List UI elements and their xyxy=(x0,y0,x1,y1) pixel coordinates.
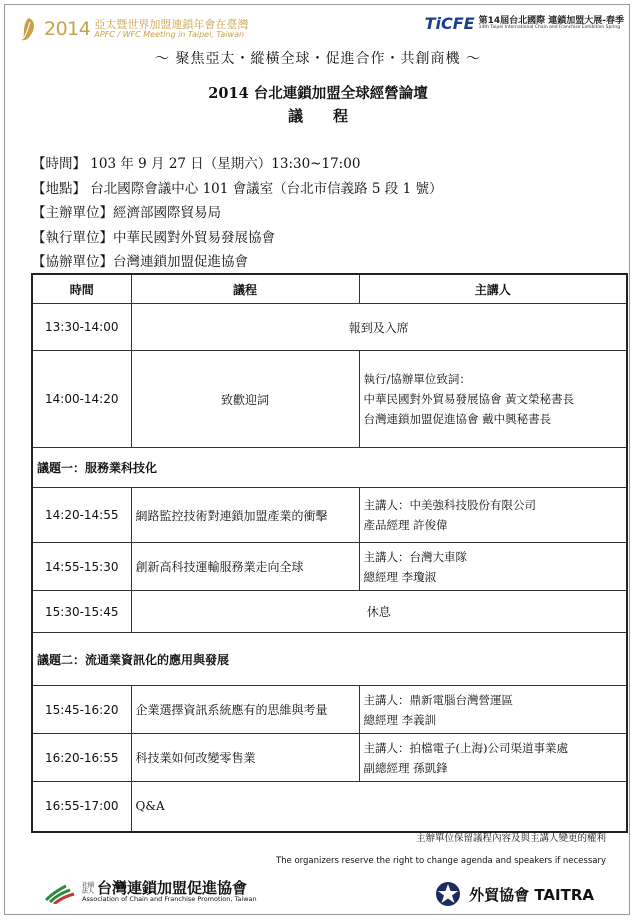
assoc-wings-icon xyxy=(44,880,78,904)
ticfe-wordmark: TiCFE xyxy=(424,14,475,33)
speaker-line: 產品經理 許俊偉 xyxy=(363,518,448,532)
taitra-star-icon xyxy=(433,880,463,908)
taitra-logo xyxy=(433,880,594,908)
info-value: 台灣連鎖加盟促進協會 xyxy=(113,254,248,270)
speaker-line: 主講人：台灣大車隊 xyxy=(363,549,467,564)
page-subtitle: 議程 xyxy=(287,107,378,125)
event-title-en: APFC / WFC Meeting in Taipei, Taiwan xyxy=(94,29,245,39)
disclaimer-zh: 主辦單位保留議程內容及與主講人變更的權利 xyxy=(415,833,606,844)
assoc-logo xyxy=(44,880,257,904)
header-speaker: 主講人 xyxy=(359,274,627,304)
info-value: 經濟部國際貿易局 xyxy=(113,205,221,221)
table-row xyxy=(32,543,627,591)
row-time: 15:45-16:20 xyxy=(32,686,131,734)
ticfe-logo xyxy=(425,14,624,33)
info-label: 【地點】 xyxy=(32,180,86,197)
info-value: 中華民國對外貿易發展協會 xyxy=(113,229,275,246)
row-time: 14:20-14:55 xyxy=(32,488,131,543)
section-row xyxy=(32,448,627,488)
row-speaker xyxy=(359,734,627,782)
event-logo xyxy=(14,12,248,46)
agenda-table xyxy=(31,273,628,833)
speaker-line: 台灣連鎖加盟促進協會 戴中興秘書長 xyxy=(363,412,552,426)
header-agenda: 議程 xyxy=(131,274,359,304)
slogan: ～ 聚焦亞太・縱橫全球・促進合作・共創商機 ～ xyxy=(155,51,481,67)
info-label: 【主辦單位】 xyxy=(32,205,113,221)
row-speaker xyxy=(359,543,627,591)
row-time: 14:55-15:30 xyxy=(32,543,131,591)
row-time: 16:20-16:55 xyxy=(32,734,131,782)
info-label: 【時間】 xyxy=(32,156,86,172)
table-row xyxy=(32,488,627,543)
info-executor xyxy=(32,226,442,251)
speaker-line: 主講人：中美強科技股份有限公司 xyxy=(363,498,536,512)
row-time: 13:30-14:00 xyxy=(32,304,131,351)
table-row xyxy=(32,351,627,448)
event-info xyxy=(32,152,442,275)
info-label: 【執行單位】 xyxy=(32,229,113,246)
info-value: 103 年 9 月 27 日（星期六）13:30~17:00 xyxy=(86,156,361,172)
section-row xyxy=(32,633,627,686)
table-row xyxy=(32,782,627,832)
row-time: 16:55-17:00 xyxy=(32,782,131,832)
row-speaker xyxy=(359,351,627,448)
row-agenda: 網路監控技術對連鎖加盟產業的衝擊 xyxy=(131,488,359,543)
row-speaker xyxy=(359,686,627,734)
taitra-wordmark: 外貿協會 TAITRA xyxy=(469,885,594,904)
assoc-name-zh: 台灣連鎖加盟促進協會 xyxy=(97,878,248,897)
speaker-line: 中華民國對外貿易發展協會 黃文榮秘書長 xyxy=(363,392,575,406)
disclaimer-en: The organizers reserve the right to change agenda and speakers if necessary xyxy=(275,856,606,866)
row-agenda: 報到及入席 xyxy=(131,304,627,351)
row-agenda: Q&A xyxy=(131,782,627,832)
info-label: 【協辦單位】 xyxy=(32,254,113,270)
taiwan-leaf-icon xyxy=(14,16,40,42)
speaker-line: 總經理 李義訓 xyxy=(363,712,437,727)
row-time: 15:30-15:45 xyxy=(32,591,131,633)
table-row xyxy=(32,734,627,782)
speaker-line: 主講人：鼎新電腦台灣營運區 xyxy=(363,692,513,707)
row-agenda: 企業選擇資訊系統應有的思維與考量 xyxy=(131,686,359,734)
event-year: 2014 xyxy=(44,18,91,40)
row-agenda: 致歡迎詞 xyxy=(131,351,359,448)
ticfe-title-zh: 第14屆台北國際 連鎖加盟大展-春季 xyxy=(478,15,624,26)
info-organizer xyxy=(32,201,442,226)
info-co-organizer xyxy=(32,250,442,275)
page-title: 2014 台北連鎖加盟全球經營論壇 xyxy=(208,85,428,102)
row-agenda: 科技業如何改變零售業 xyxy=(131,734,359,782)
assoc-name-en: Association of Chain and Franchise Promotion, Taiwan xyxy=(82,895,257,904)
info-venue xyxy=(32,177,442,202)
row-agenda: 創新高科技運輸服務業走向全球 xyxy=(131,543,359,591)
row-agenda: 休息 xyxy=(131,591,627,633)
assoc-type: 社團法人 xyxy=(82,881,95,895)
speaker-line: 總經理 李瓊淑 xyxy=(363,569,437,584)
row-time: 14:00-14:20 xyxy=(32,351,131,448)
table-row xyxy=(32,591,627,633)
speaker-line: 副總經理 孫凱鋒 xyxy=(363,760,448,775)
info-time xyxy=(32,152,442,177)
speaker-line: 執行/協辦單位致詞： xyxy=(363,372,471,386)
speaker-line: 主講人：拍檔電子(上海)公司渠道事業處 xyxy=(363,740,568,755)
table-header-row xyxy=(32,274,627,304)
info-value: 台北國際會議中心 101 會議室（台北市信義路 5 段 1 號） xyxy=(86,180,443,197)
section-title: 議題一：服務業科技化 xyxy=(32,448,627,488)
ticfe-title-en: 14th Taipei International Chain and Franchise Exhibition Spring xyxy=(478,24,621,30)
table-row xyxy=(32,304,627,351)
table-row xyxy=(32,686,627,734)
header-time: 時間 xyxy=(32,274,131,304)
event-title-zh: 亞太暨世界加盟連鎖年會在臺灣 xyxy=(94,18,249,32)
row-speaker xyxy=(359,488,627,543)
section-title: 議題二：流通業資訊化的應用與發展 xyxy=(32,633,627,686)
